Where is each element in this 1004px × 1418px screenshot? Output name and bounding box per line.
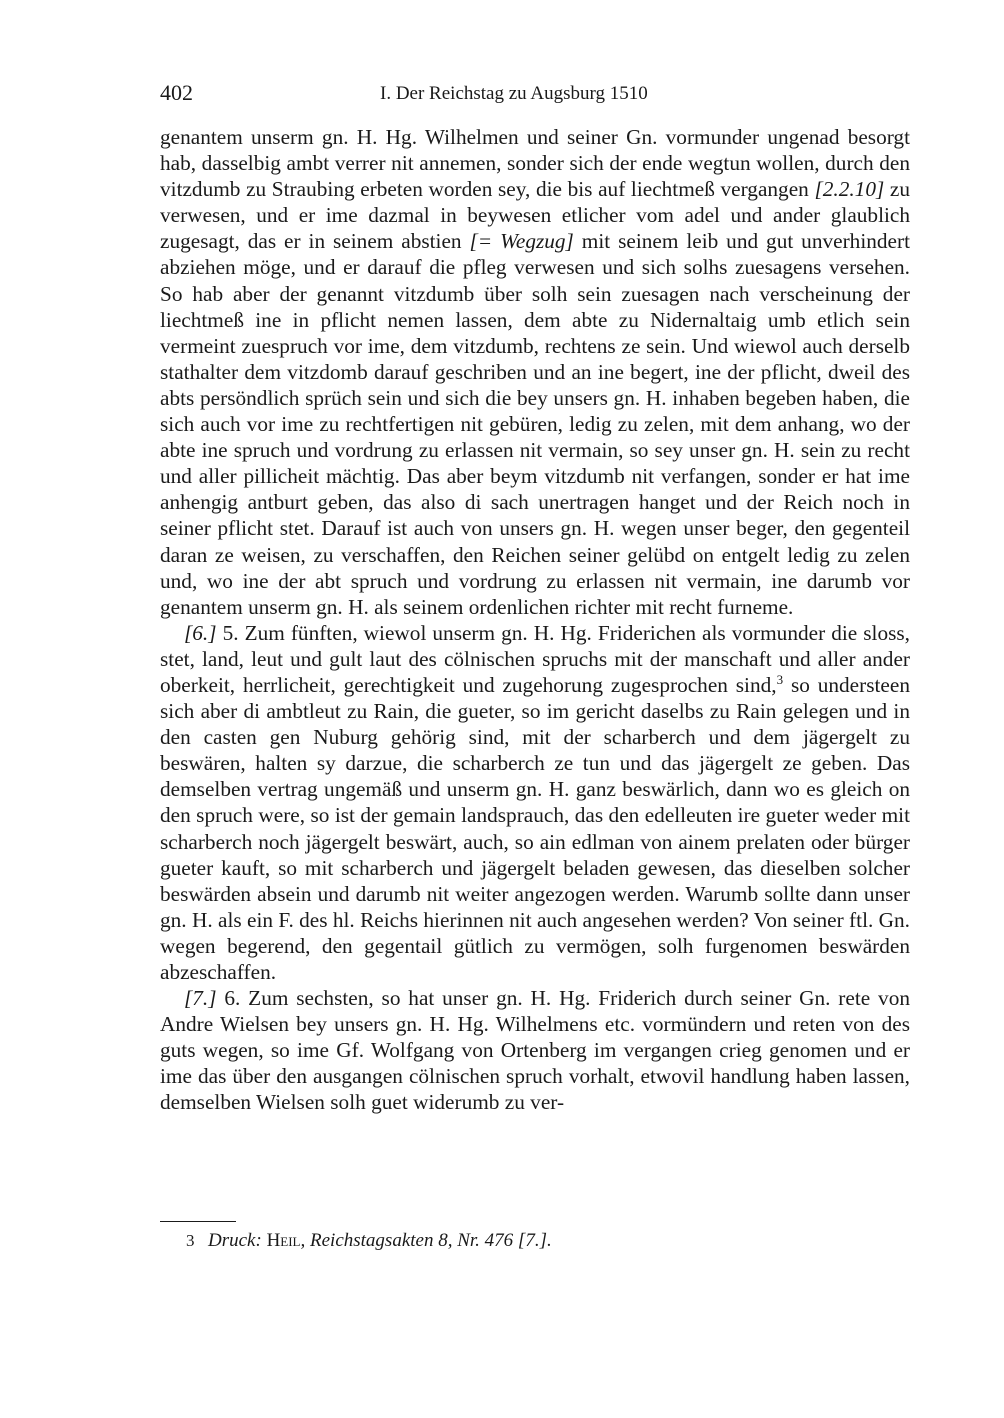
section-marker: [7.]	[184, 986, 217, 1011]
footnote-comma: ,	[300, 1230, 306, 1251]
running-title: I. Der Reichstag zu Augsburg 1510	[380, 83, 648, 104]
text-run: zu verwesen, und er ime dazmal in beywesen etlicher vom adel und ander glaublich zugesagt, das er in seinem abstien	[160, 177, 910, 254]
gloss-annotation: [= Wegzug]	[469, 229, 574, 254]
footnote-number: 3	[186, 1231, 195, 1250]
section-marker: [6.]	[184, 620, 217, 645]
footnote-label: Druck:	[208, 1230, 262, 1251]
paragraph-1	[160, 124, 910, 620]
page-number: 402	[160, 80, 193, 105]
footnote-separator	[160, 1221, 236, 1222]
main-text	[160, 124, 910, 1116]
text-run: 6. Zum sechsten, so hat unser gn. H. Hg. Friderich durch seiner Gn. rete von Andre Wielsen bey unsers gn. H. Hg. Wilhelmens etc. vormündern und reten von des guts wegen, so ime Gf. Wolfgang von Ortenberg im vergangen crieg genomen und er ime das über den ausgangen cölnischen spruch vorhalt, etwovil handlung haben lassen, demselben Wielsen solh guet widerumb zu ver-	[160, 986, 910, 1115]
text-run: mit seinem leib und gut unverhindert abziehen möge, und er darauf die pfleg verwesen und sich solhs zuesagens versehen. So hab aber der genannt vitzdumb über solh sein zuesagen nach verscheinung der liechtmeß ine in pflicht nemen lassen, dem abte zu Nidernaltaig umb etlich sein vermeint zuespruch vor ime, dem vitzdumb, rechtens ze sein. Und wiewol auch derselb stathalter dem vitzdomb darauf geschriben und an ine begert, ine der pflicht, dweil des abts persöndlich sprüch sein und sich die bey unsers gn. H. inhaben begeben haben, die sich auch vor ime zu rechtfertigen nit gebüren, ledig zu zelen, mit dem anhang, wo der abte ine spruch und vordrung zu erlassen nit vermain, so sey unser gn. H. sein zu recht und aller pillicheit mächtig. Das aber beym vitzdumb nit verfangen, sonder er hat ime anhengig antburt geben, das also di sach unertragen hanget und der Reich noch in seiner pflicht stet. Darauf ist auch von unsers gn. H. wegen unser beger, den gegenteil daran ze weisen, zu verschaffen, den Reichen seiner gelübd on entgelt ledig zu zelen und, wo ine der abt spruch und vordrung zu erlassen nit vermain, ine darumb vor genantem unserm gn. H. als seinem ordenlichen richter mit recht furneme.	[160, 229, 910, 619]
paragraph-3	[160, 985, 910, 1115]
text-run: so understeen sich aber di ambtleut zu Rain, die gueter, so im gericht daselbs zu Rain gelegen und in den casten gen Nuburg gehörig sind, mit der scharberch und dem jägergelt zu beswären, halten sy darzue, die scharberch ze tun und das jägergelt ze geben. Das demselben vertrag ungemäß und unserm gn. H. ganz beswärlich, dann wo es gleich on den spruch were, so ist der gemain landsprauch, das den edelleuten ire gueter weder mit scharberch noch jägergelt beswärt, auch, so ain edlman von ainem prelaten oder bürger gueter kauft, so mit scharberch und jägergelt beladen gewesen, das dieselben solcher beswärden absein und darumb nit weiter angezogen werden. Warumb sollte dann unser gn. H. als ein F. des hl. Reichs hierinnen nit auch angesehen werden? Von seiner ftl. Gn. wegen begerend, den gegentail gütlich zu vermögen, solh furgenomen beswärden abzeschaffen.	[160, 672, 910, 984]
date-annotation: [2.2.10]	[814, 177, 885, 202]
text-run: genantem unserm gn. H. Hg. Wilhelmen und seiner Gn. vormunder ungenad besorgt hab, dasselbig ambt verrer nit annemen, sonder sich der ende wegtun wollen, durch den vitzdumb zu Straubing erbeten worden sey, die bis auf liechtmeß vergangen	[160, 125, 910, 202]
footnote-reference[interactable]: 3	[776, 671, 784, 687]
footnote-3	[186, 1229, 910, 1253]
paragraph-2	[160, 620, 910, 985]
text-run: 5. Zum fünften, wiewol unserm gn. H. Hg. Friderichen als vormunder die sloss, stet, land, leut und gult laut des cölnischen spruchs mit der manschaft und aller ander oberkeit, herrlicheit, gerechtigkeit und zugehorung zugesprochen sind,	[160, 620, 910, 697]
footnote-source: Reichstagsakten 8, Nr. 476 [7.].	[305, 1230, 552, 1251]
footnote-author: Heil	[266, 1230, 301, 1251]
